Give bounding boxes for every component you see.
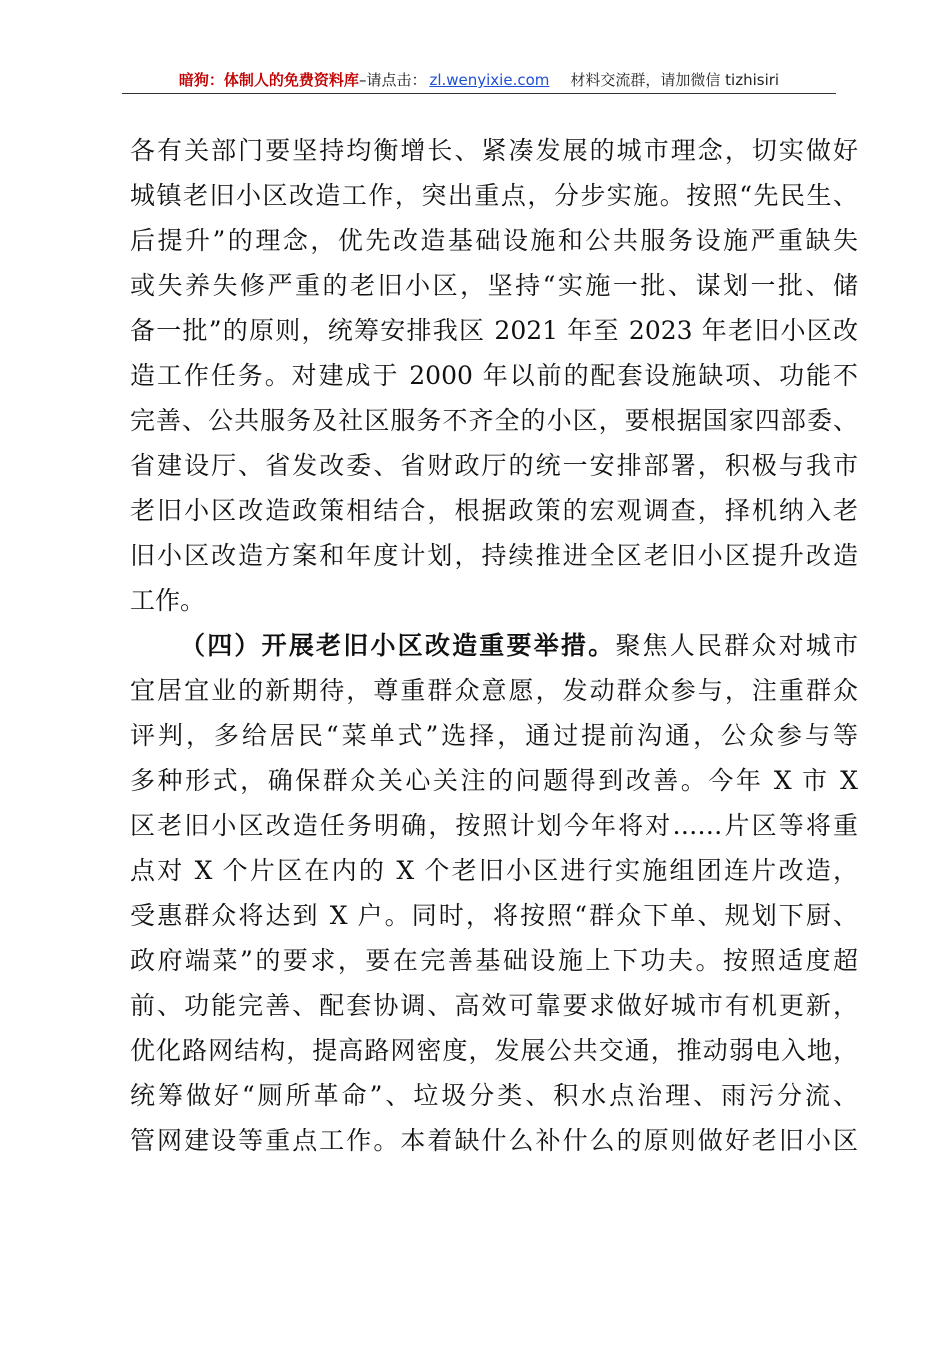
paragraph-2-first-line — [130, 623, 858, 668]
text-line: 点对 X 个片区在内的 X 个老旧小区进行实施组团连片改造， — [130, 856, 858, 885]
text-line: 统筹做好“厕所革命”、垃圾分类、积水点治理、雨污分流、 — [130, 1081, 858, 1110]
text-line: 城镇老旧小区改造工作，突出重点，分步实施。按照“先民生、 — [130, 181, 858, 210]
text-line: 各有关部门要坚持均衡增长、紧凑发展的城市理念，切实做好 — [130, 136, 858, 165]
text-line: 工作。 — [130, 586, 206, 615]
text-line: 评判，多给居民“菜单式”选择，通过提前沟通，公众参与等 — [130, 721, 858, 750]
text-line: 备一批”的原则，统筹安排我区 2021 年至 2023 年老旧小区改 — [130, 316, 858, 345]
header-wechat-note: 材料交流群，请加微信 tizhisiri — [570, 71, 780, 89]
header-link[interactable]: zl.wenyixie.com — [429, 71, 550, 89]
header-click-prompt: –请点击： — [358, 71, 427, 89]
section-heading: （四）开展老旧小区改造重要举措。 — [180, 631, 616, 660]
text-run: 聚焦人民群众对城市 — [615, 631, 858, 660]
text-line: 前、功能完善、配套协调、高效可靠要求做好城市有机更新， — [130, 991, 858, 1020]
text-line: 管网建设等重点工作。本着缺什么补什么的原则做好老旧小区 — [130, 1126, 858, 1155]
page-header — [122, 68, 836, 94]
text-line: 受惠群众将达到 X 户。同时，将按照“群众下单、规划下厨、 — [130, 901, 858, 930]
text-line: 政府端菜”的要求，要在完善基础设施上下功夫。按照适度超 — [130, 946, 858, 975]
text-line: 省建设厅、省发改委、省财政厅的统一安排部署，积极与我市 — [130, 451, 858, 480]
paragraph-2 — [130, 623, 858, 1163]
text-line: 优化路网结构，提高路网密度，发展公共交通，推动弱电入地， — [130, 1036, 858, 1065]
text-line: 造工作任务。对建成于 2000 年以前的配套设施缺项、功能不 — [130, 361, 858, 390]
header-site-name: 暗狗：体制人的免费资料库 — [178, 71, 359, 89]
text-line: 完善、公共服务及社区服务不齐全的小区，要根据国家四部委、 — [130, 406, 858, 435]
text-line: 后提升”的理念，优先改造基础设施和公共服务设施严重缺失 — [130, 226, 858, 255]
text-line: 旧小区改造方案和年度计划，持续推进全区老旧小区提升改造 — [130, 541, 858, 570]
document-body — [130, 128, 858, 1163]
text-line: 老旧小区改造政策相结合，根据政策的宏观调查，择机纳入老 — [130, 496, 858, 525]
text-line: 区老旧小区改造任务明确，按照计划今年将对……片区等将重 — [130, 811, 858, 840]
text-line: 多种形式，确保群众关心关注的问题得到改善。今年 X 市 X — [130, 766, 858, 795]
paragraph-1 — [130, 128, 858, 623]
text-line: 或失养失修严重的老旧小区，坚持“实施一批、谋划一批、储 — [130, 271, 858, 300]
text-line: 宜居宜业的新期待，尊重群众意愿，发动群众参与，注重群众 — [130, 676, 858, 705]
